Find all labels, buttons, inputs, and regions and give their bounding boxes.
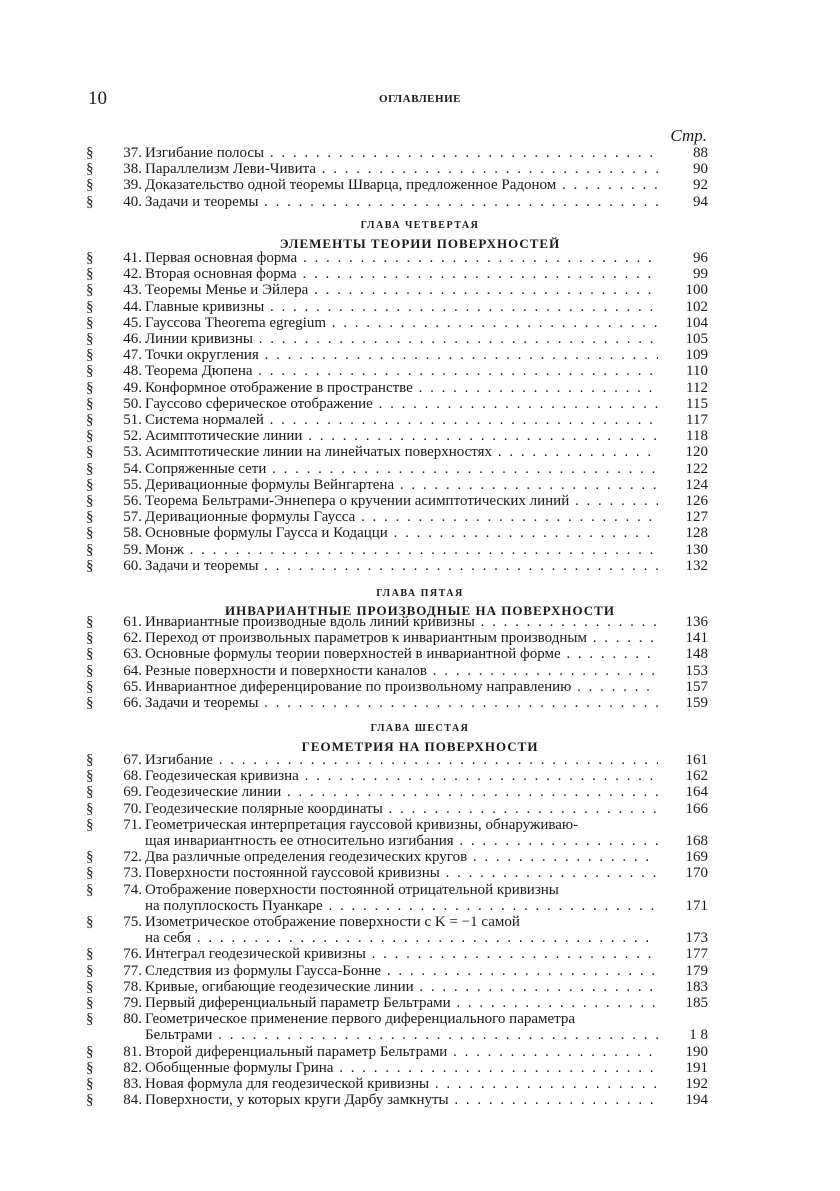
section-number: 61.: [123, 614, 142, 630]
toc-entry: [86, 946, 708, 962]
section-title: Деривационные формулы Вейнгартена . . .: [145, 477, 658, 493]
toc-entry: [86, 525, 708, 541]
section-title: Геодезические полярные координаты . . .: [145, 801, 658, 817]
toc-entry: [86, 1027, 708, 1043]
section-title: Задачи и теоремы . . .: [145, 558, 658, 574]
section-sign: §: [86, 752, 94, 768]
toc-entry: [86, 161, 708, 177]
section-title: Геометрическое применение первого диференциального параметра: [145, 1011, 576, 1028]
section-number: 77.: [123, 962, 142, 979]
page-ref: 124: [685, 476, 708, 493]
page-ref: 122: [685, 460, 708, 477]
section-sign: §: [86, 266, 94, 283]
section-title: Конформное отображение в пространстве . . .: [145, 380, 658, 396]
page-ref: 120: [685, 444, 708, 461]
toc-entry: [86, 282, 708, 298]
page-ref: 168: [685, 833, 708, 849]
section-number: 67.: [123, 752, 142, 768]
section-sign: §: [86, 145, 94, 161]
section-sign: §: [86, 428, 94, 445]
section-number: 50.: [123, 395, 142, 412]
section-title: Изгибание . . .: [145, 752, 658, 768]
section-sign: §: [86, 493, 94, 509]
section-number: 64.: [123, 662, 142, 679]
section-title: Главные кривизны . . .: [145, 299, 658, 315]
section-title: Геодезическая кривизна . . .: [145, 768, 658, 784]
page-ref: 109: [685, 347, 708, 364]
toc-entry: [86, 752, 708, 768]
chapter-4-title: ЭЛЕМЕНТЫ ТЕОРИИ ПОВЕРХНОСТЕЙ: [279, 236, 561, 251]
section-title: Интеграл геодезической кривизны . . .: [145, 946, 658, 962]
section-number: 80.: [123, 1011, 142, 1028]
section-number: 68.: [123, 768, 142, 785]
section-title: Первый диференциальный параметр Бельтрами . . .: [145, 995, 658, 1011]
page-ref: 117: [686, 412, 708, 428]
page-ref: 132: [685, 557, 708, 574]
page-ref: 159: [685, 695, 708, 711]
section-number: 78.: [123, 978, 142, 995]
section-number: 75.: [123, 914, 142, 930]
toc-entry: [86, 177, 708, 193]
section-title: Деривационные формулы Гаусса . . .: [145, 509, 658, 525]
section-number: 53.: [123, 444, 142, 461]
section-title: Доказательство одной теоремы Шварца, предложенное Радоном . . .: [145, 177, 658, 193]
section-number: 52.: [123, 428, 142, 445]
section-title: на полуплоскость Пуанкаре . . .: [145, 898, 658, 914]
section-number: 84.: [123, 1092, 142, 1109]
section-number: 62.: [123, 630, 142, 647]
toc-entry: [86, 331, 708, 347]
page-column-label: Стр.: [670, 126, 707, 145]
section-sign: §: [86, 379, 94, 396]
page-ref: 128: [685, 525, 708, 542]
page-ref: 112: [686, 379, 708, 396]
toc-entry: [86, 1060, 708, 1076]
toc-entry: [86, 194, 708, 210]
section-sign: §: [86, 347, 94, 364]
section-number: 63.: [123, 646, 142, 663]
section-sign: §: [86, 1092, 94, 1109]
section-sign: §: [86, 1043, 94, 1060]
section-title: Бельтрами . . .: [145, 1027, 658, 1043]
toc-entry: [86, 679, 708, 695]
section-sign: §: [86, 1076, 94, 1092]
toc-entry: [86, 695, 708, 711]
section-title: Сопряженные сети . . .: [145, 461, 658, 477]
toc-entry: [86, 995, 708, 1011]
section-number: 48.: [123, 363, 142, 380]
toc-entry: [86, 542, 708, 558]
page-ref: 92: [693, 177, 708, 194]
page-ref: 169: [685, 849, 708, 866]
section-number: 55.: [123, 476, 142, 493]
section-title: Инвариантное диференцирование по произвольному направлению . . .: [145, 679, 658, 695]
toc-entry: [86, 801, 708, 817]
page-ref: 126: [685, 493, 708, 509]
section-title: Два различные определения геодезических кругов . . .: [145, 849, 658, 865]
toc-entry: [86, 784, 708, 800]
section-number: 38.: [123, 161, 142, 178]
chapter-6-label: ГЛАВА ШЕСТАЯ: [370, 723, 470, 734]
page-ref: 99: [693, 266, 708, 283]
toc-entry: [86, 1092, 708, 1108]
section-title: Асимптотические линии на линейчатых поверхностях . . .: [145, 444, 658, 460]
section-number: 58.: [123, 525, 142, 542]
section-sign: §: [86, 541, 94, 558]
section-title: щая инвариантность ее относительно изгибания . . .: [145, 833, 658, 849]
section-title: Основные формулы теории поверхностей в инвариантной форме . . .: [145, 646, 658, 662]
section-title: Отображение поверхности постоянной отрицательной кривизны: [145, 881, 559, 898]
section-number: 40.: [123, 193, 142, 210]
section-title: Поверхности, у которых круги Дарбу замкнуты . . .: [145, 1092, 658, 1108]
section-title: Теорема Дюпена . . .: [145, 363, 658, 379]
section-sign: §: [86, 800, 94, 817]
toc-entry: [86, 380, 708, 396]
toc-entry: [86, 1076, 708, 1092]
chapter-5-title: ИНВАРИАНТНЫЕ ПРОИЗВОДНЫЕ НА ПОВЕРХНОСТИ: [225, 603, 615, 618]
toc-entry: [86, 299, 708, 315]
toc-entry: [86, 865, 708, 881]
page-ref: 115: [686, 395, 708, 412]
toc-entry: [86, 396, 708, 412]
section-sign: §: [86, 193, 94, 210]
section-sign: §: [86, 816, 94, 833]
section-sign: §: [86, 509, 94, 526]
toc-entry: [86, 898, 708, 914]
section-sign: §: [86, 282, 94, 299]
section-number: 51.: [123, 412, 142, 428]
page-ref: 1 8: [689, 1027, 708, 1044]
section-sign: §: [86, 630, 94, 647]
toc-entry: [86, 363, 708, 379]
section-number: 37.: [123, 145, 142, 161]
section-number: 65.: [123, 678, 142, 695]
toc-entry: [86, 315, 708, 331]
section-sign: §: [86, 331, 94, 347]
section-sign: §: [86, 363, 94, 380]
toc-entry: [86, 412, 708, 428]
section-number: 42.: [123, 266, 142, 283]
section-number: 56.: [123, 493, 142, 509]
section-title: Теоремы Менье и Эйлера . . .: [145, 282, 658, 298]
chapter-4-label: ГЛАВА ЧЕТВЕРТАЯ: [360, 220, 480, 231]
section-title: Параллелизм Леви-Чивита . . .: [145, 161, 658, 177]
toc-entry: [86, 979, 708, 995]
page-ref: 102: [685, 298, 708, 315]
toc-entry: [86, 461, 708, 477]
section-sign: §: [86, 476, 94, 493]
section-title: Система нормалей . . .: [145, 412, 658, 428]
section-sign: §: [86, 444, 94, 461]
section-number: 45.: [123, 314, 142, 331]
section-title: Новая формула для геодезической кривизны . . .: [145, 1076, 658, 1092]
section-number: 60.: [123, 557, 142, 574]
section-sign: §: [86, 849, 94, 866]
section-sign: §: [86, 460, 94, 477]
section-sign: §: [86, 768, 94, 785]
section-title: Гауссова Theorema egregium . . .: [145, 315, 658, 331]
toc-entry: [86, 1044, 708, 1060]
toc-entry: [86, 477, 708, 493]
page-ref: 162: [685, 768, 708, 785]
section-title: Инвариантные производные вдоль линий кривизны . . .: [145, 614, 658, 630]
section-number: 49.: [123, 379, 142, 396]
page-ref: 171: [685, 897, 708, 914]
toc-entry: [86, 646, 708, 662]
section-number: 79.: [123, 995, 142, 1011]
section-number: 57.: [123, 509, 142, 526]
chapter-5-label: ГЛАВА ПЯТАЯ: [376, 588, 464, 599]
section-title: Переход от произвольных параметров к инвариантным производным . . .: [145, 630, 658, 646]
section-title: Геометрическая интерпретация гауссовой кривизны, обнаруживаю-: [145, 816, 579, 833]
toc-entry: [86, 849, 708, 865]
page-ref: 90: [693, 161, 708, 178]
section-number: 72.: [123, 849, 142, 866]
toc-entry: [86, 914, 708, 930]
page-ref: 127: [685, 509, 708, 526]
section-title: Вторая основная форма . . .: [145, 266, 658, 282]
page-ref: 118: [686, 428, 708, 445]
section-title: Основные формулы Гаусса и Кодацци . . .: [145, 525, 658, 541]
section-sign: §: [86, 614, 94, 630]
section-sign: §: [86, 995, 94, 1011]
page-ref: 183: [685, 978, 708, 995]
toc-entry: [86, 558, 708, 574]
section-title: Обобщенные формулы Грина . . .: [145, 1060, 658, 1076]
page-ref: 177: [685, 946, 708, 963]
section-sign: §: [86, 914, 94, 930]
toc-entry: [86, 1011, 708, 1027]
toc-entry: [86, 444, 708, 460]
section-sign: §: [86, 962, 94, 979]
section-number: 46.: [123, 331, 142, 347]
section-sign: §: [86, 525, 94, 542]
section-sign: §: [86, 177, 94, 194]
page-ref: 141: [685, 630, 708, 647]
page-ref: 164: [685, 784, 708, 801]
section-title: на себя . . .: [145, 930, 658, 946]
page-ref: 88: [693, 145, 708, 161]
section-number: 73.: [123, 865, 142, 882]
section-title: Задачи и теоремы . . .: [145, 194, 658, 210]
page-ref: 191: [685, 1059, 708, 1076]
page-header-title: ОГЛАВЛЕНИЕ: [379, 93, 461, 105]
toc-entry: [86, 347, 708, 363]
toc-entry: [86, 930, 708, 946]
toc-entry: [86, 882, 708, 898]
page-ref: 179: [685, 962, 708, 979]
section-sign: §: [86, 1011, 94, 1028]
toc-entry: [86, 509, 708, 525]
section-title: Линии кривизны . . .: [145, 331, 658, 347]
section-sign: §: [86, 412, 94, 428]
section-title: Асимптотические линии . . .: [145, 428, 658, 444]
toc-entry: [86, 963, 708, 979]
section-title: Поверхности постоянной гауссовой кривизны . . .: [145, 865, 658, 881]
page-ref: 110: [686, 363, 708, 380]
section-sign: §: [86, 784, 94, 801]
section-sign: §: [86, 161, 94, 178]
page-number: 10: [88, 88, 107, 109]
section-sign: §: [86, 695, 94, 711]
section-number: 39.: [123, 177, 142, 194]
toc-entry: [86, 663, 708, 679]
section-title: Гауссово сферическое отображение . . .: [145, 396, 658, 412]
section-number: 47.: [123, 347, 142, 364]
section-title: Геодезические линии . . .: [145, 784, 658, 800]
section-title: Следствия из формулы Гаусса-Бонне . . .: [145, 963, 658, 979]
toc-entry: [86, 768, 708, 784]
toc-entry: [86, 630, 708, 646]
toc-entry: [86, 428, 708, 444]
page-ref: 148: [685, 646, 708, 663]
section-title: Изгибание полосы . . .: [145, 145, 658, 161]
page-ref: 130: [685, 541, 708, 558]
section-sign: §: [86, 314, 94, 331]
section-sign: §: [86, 557, 94, 574]
toc-entry: [86, 145, 708, 161]
section-number: 70.: [123, 800, 142, 817]
section-sign: §: [86, 1059, 94, 1076]
section-number: 74.: [123, 881, 142, 898]
toc-entry: [86, 250, 708, 266]
toc-entry: [86, 266, 708, 282]
section-sign: §: [86, 646, 94, 663]
section-sign: §: [86, 865, 94, 882]
section-number: 66.: [123, 695, 142, 711]
page-ref: 136: [685, 614, 708, 630]
section-sign: §: [86, 662, 94, 679]
section-title: Изометрическое отображение поверхности с K = −1 самой: [145, 914, 520, 930]
page-ref: 170: [685, 865, 708, 882]
section-title: Точки округления . . .: [145, 347, 658, 363]
section-sign: §: [86, 298, 94, 315]
section-sign: §: [86, 881, 94, 898]
page-ref: 173: [685, 930, 708, 947]
page-ref: 105: [685, 331, 708, 347]
section-title: Задачи и теоремы . . .: [145, 695, 658, 711]
page-ref: 194: [685, 1092, 708, 1109]
section-number: 82.: [123, 1059, 142, 1076]
section-title: Монж . . .: [145, 542, 658, 558]
section-sign: §: [86, 395, 94, 412]
page-ref: 94: [693, 193, 708, 210]
page-ref: 100: [685, 282, 708, 299]
section-sign: §: [86, 978, 94, 995]
chapter-6-title: ГЕОМЕТРИЯ НА ПОВЕРХНОСТИ: [301, 739, 539, 754]
section-number: 44.: [123, 298, 142, 315]
toc-entry: [86, 833, 708, 849]
toc-entry: [86, 817, 708, 833]
section-sign: §: [86, 946, 94, 963]
section-number: 41.: [123, 250, 142, 266]
section-sign: §: [86, 678, 94, 695]
section-sign: §: [86, 250, 94, 266]
section-number: 83.: [123, 1076, 142, 1092]
section-number: 59.: [123, 541, 142, 558]
section-title: Первая основная форма . . .: [145, 250, 658, 266]
section-number: 54.: [123, 460, 142, 477]
page-ref: 161: [685, 752, 708, 768]
section-number: 81.: [123, 1043, 142, 1060]
page-ref: 96: [693, 250, 708, 266]
page-ref: 192: [685, 1076, 708, 1092]
section-number: 71.: [123, 816, 142, 833]
section-number: 43.: [123, 282, 142, 299]
section-title: Второй диференциальный параметр Бельтрами . . .: [145, 1044, 658, 1060]
page-ref: 166: [685, 800, 708, 817]
section-number: 76.: [123, 946, 142, 963]
section-title: Резные поверхности и поверхности каналов . . .: [145, 663, 658, 679]
section-number: 69.: [123, 784, 142, 801]
section-title: Кривые, огибающие геодезические линии . . .: [145, 979, 658, 995]
toc-entry: [86, 614, 708, 630]
page-ref: 104: [685, 314, 708, 331]
page-ref: 190: [685, 1043, 708, 1060]
section-title: Теорема Бельтрами-Эннепера о кручении асимптотических линий . . .: [145, 493, 658, 509]
toc-entry: [86, 493, 708, 509]
page-ref: 153: [685, 662, 708, 679]
page-ref: 185: [685, 995, 708, 1011]
page-ref: 157: [685, 678, 708, 695]
